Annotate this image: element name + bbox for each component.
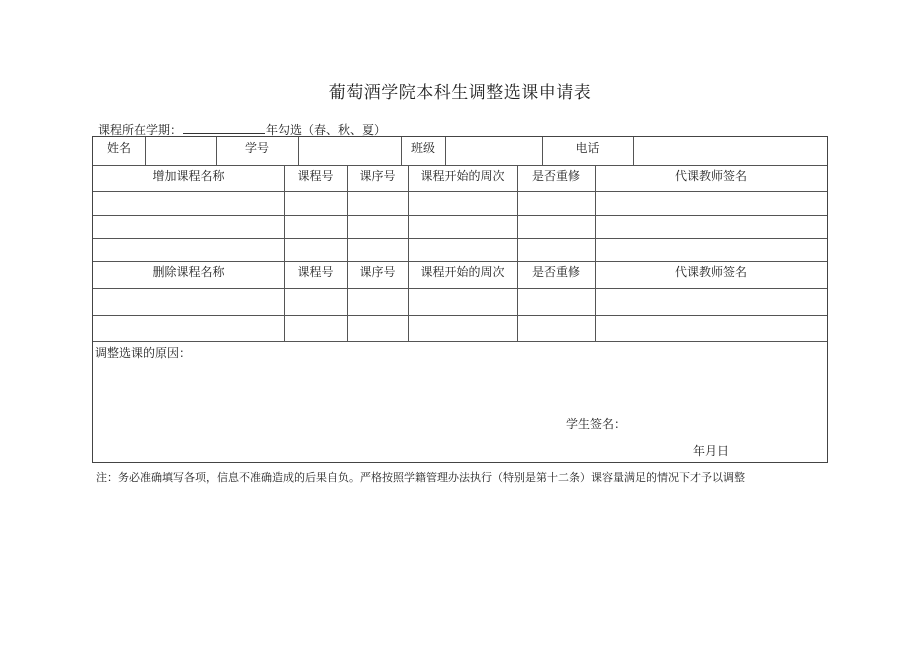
add-course-number-header: 课程号 xyxy=(297,169,334,183)
row-divider xyxy=(93,215,827,216)
add-start-week-header: 课程开始的周次 xyxy=(420,169,505,183)
semester-suffix: 年勾选（春、秋、夏） xyxy=(266,123,387,137)
col-divider xyxy=(595,165,596,341)
row-divider xyxy=(93,165,827,166)
class-field[interactable] xyxy=(446,137,542,165)
semester-label: 课程所在学期： xyxy=(98,123,183,137)
col-divider xyxy=(517,165,518,341)
semester-year-blank[interactable] xyxy=(183,122,265,134)
col-divider xyxy=(347,165,348,341)
class-label: 班级 xyxy=(410,141,435,155)
col-divider xyxy=(408,165,409,341)
phone-label: 电话 xyxy=(575,141,600,155)
drop-course-seq-header: 课序号 xyxy=(359,265,396,279)
form-title: 葡萄酒学院本科生调整选课申请表 xyxy=(328,83,592,103)
row-divider xyxy=(93,238,827,239)
application-form-table xyxy=(92,136,828,463)
add-teacher-signature-header: 代课教师签名 xyxy=(674,169,747,183)
add-retake-header: 是否重修 xyxy=(531,169,580,183)
row-divider xyxy=(93,341,827,342)
row-divider xyxy=(93,261,827,262)
date-label: 年月日 xyxy=(693,444,730,458)
phone-field[interactable] xyxy=(634,137,827,165)
add-course-seq-header: 课序号 xyxy=(359,169,396,183)
drop-course-name-header: 删除课程名称 xyxy=(152,265,225,279)
row-divider xyxy=(93,191,827,192)
reason-label: 调整选课的原因： xyxy=(95,346,192,360)
student-id-label: 学号 xyxy=(244,141,269,155)
drop-start-week-header: 课程开始的周次 xyxy=(420,265,505,279)
name-field[interactable] xyxy=(146,137,216,165)
row-divider xyxy=(93,315,827,316)
drop-teacher-signature-header: 代课教师签名 xyxy=(674,265,747,279)
col-divider xyxy=(284,165,285,341)
student-signature-label: 学生签名： xyxy=(566,417,627,431)
row-divider xyxy=(93,288,827,289)
student-id-field[interactable] xyxy=(299,137,401,165)
drop-retake-header: 是否重修 xyxy=(531,265,580,279)
add-course-name-header: 增加课程名称 xyxy=(152,169,225,183)
name-label: 姓名 xyxy=(106,141,131,155)
form-note: 注：务必准确填写各项，信息不准确造成的后果自负。严格按照学籍管理办法执行（特别是第十二条）课容量满足的情况下才予以调整 xyxy=(96,471,745,484)
drop-course-number-header: 课程号 xyxy=(297,265,334,279)
